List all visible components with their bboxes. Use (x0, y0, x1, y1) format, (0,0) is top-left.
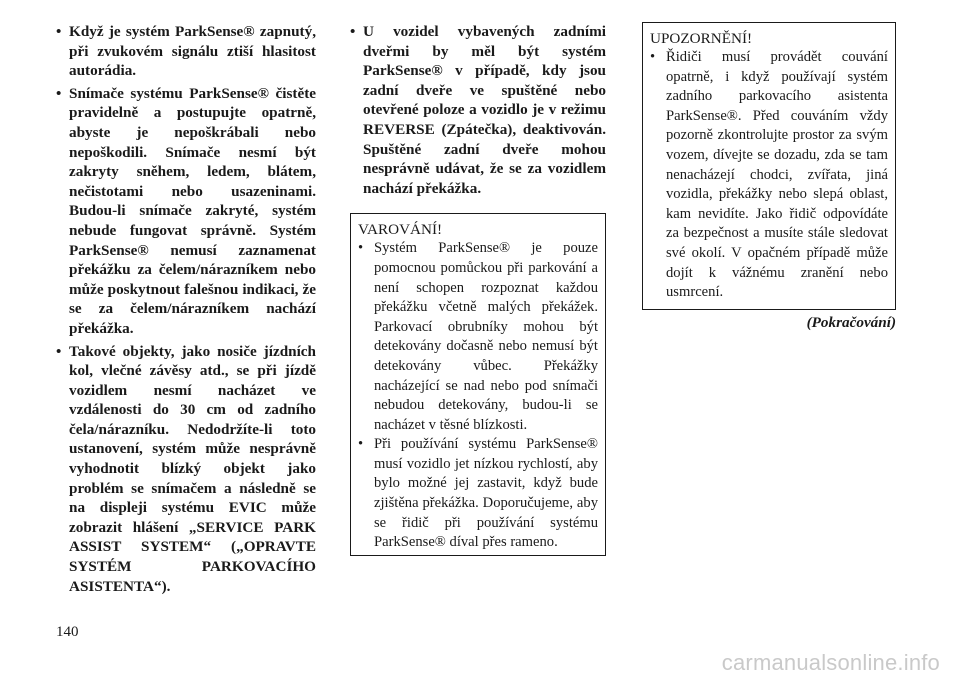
warning-box (350, 213, 606, 556)
caution-box (642, 22, 896, 310)
list-item: • Takové objekty, jako nosiče jízdních kol, vlečné závěsy atd., se při jízdě vozidlem nesmí nacházet ve vzdálenosti do 30 cm od zadního čela/nárazníku. Nedodržíte-li toto ustanovení, systém může nesprávně vyhodnotit blízký objekt jako problém se snímačem a následně se na displeji systému EVIC může zobrazit hlášení „SERVICE PARK ASSIST SYSTEM“ („OPRAVTE SYSTÉM PARKOVACÍHO ASISTENTA“). (56, 342, 316, 597)
warning-title: VAROVÁNÍ! (358, 221, 443, 239)
continued-label: (Pokračování) (806, 314, 896, 331)
caution-list (650, 48, 888, 303)
list-item: • Řidiči musí provádět couvání opatrně, i když používají systém zadního parkovacího asistenta ParkSense®. Před couváním vždy pozorně zkontrolujte prostor za svým vozem, dívejte se dozadu, zda se tam nenacházejí chodci, zvířata, jiná vozidla, překážky nebo slepá oblast, kam nevidíte. Jako řidič odpovídáte za bezpečnost a musíte stále sledovat své okolí. V opačném případě může dojít k vážnému zranění nebo usmrcení. (650, 48, 888, 303)
list-item: • Při používání systému ParkSense® musí vozidlo jet nízkou rychlostí, aby bylo možné jej zastavit, když bude zjištěna překážka. Doporučujeme, aby se řidič při používání systému ParkSense® díval přes rameno. (358, 435, 598, 553)
watermark: carmanualsonline.info (721, 650, 940, 675)
caution-title: UPOZORNĚNÍ! (650, 30, 753, 47)
list-item: • U vozidel vybavených zadními dveřmi by měl být systém ParkSense® v případě, kdy jsou zadní dveře ve spuštěné nebo otevřené poloze a vozidlo je v režimu REVERSE (Zpátečka), deaktivován. Spuštěné zadní dveře mohou nesprávně udávat, že se za vozidlem nachází překážka. (350, 22, 606, 198)
middle-column (350, 22, 606, 556)
list-item: • Systém ParkSense® je pouze pomocnou pomůckou při parkování a není schopen rozpoznat každou překážku včetně malých překážek. Parkovací obrubníky mohou být detekovány dočasně nebo nemusí být detekovány vůbec. Překážky nacházející se nad nebo pod snímači nebudou detekovány, budou-li se nacházet v těsné blízkosti. (358, 239, 598, 435)
list-item: • Snímače systému ParkSense® čistěte pravidelně a postupujte opatrně, abyste je nepoškrábali nebo nepoškodili. Snímače nesmí být zakryty sněhem, ledem, blátem, nečistotami nebo usazeninami. Budou-li snímače zakryté, systém nebude fungovat správně. Systém ParkSense® nemusí zaznamenat překážku za čelem/nárazníkem nebo může poskytnout falešnou indikaci, že se za čelem/nárazníkem nachází překážka. (56, 84, 316, 339)
left-column (56, 22, 316, 599)
warning-list (358, 239, 598, 553)
left-bullet-list (56, 22, 316, 596)
page-number: 140 (56, 624, 79, 640)
right-column (642, 22, 896, 332)
list-item: • Když je systém ParkSense® zapnutý, při zvukovém signálu ztiší hlasitost autorádia. (56, 22, 316, 81)
middle-bullet-list (350, 22, 606, 198)
